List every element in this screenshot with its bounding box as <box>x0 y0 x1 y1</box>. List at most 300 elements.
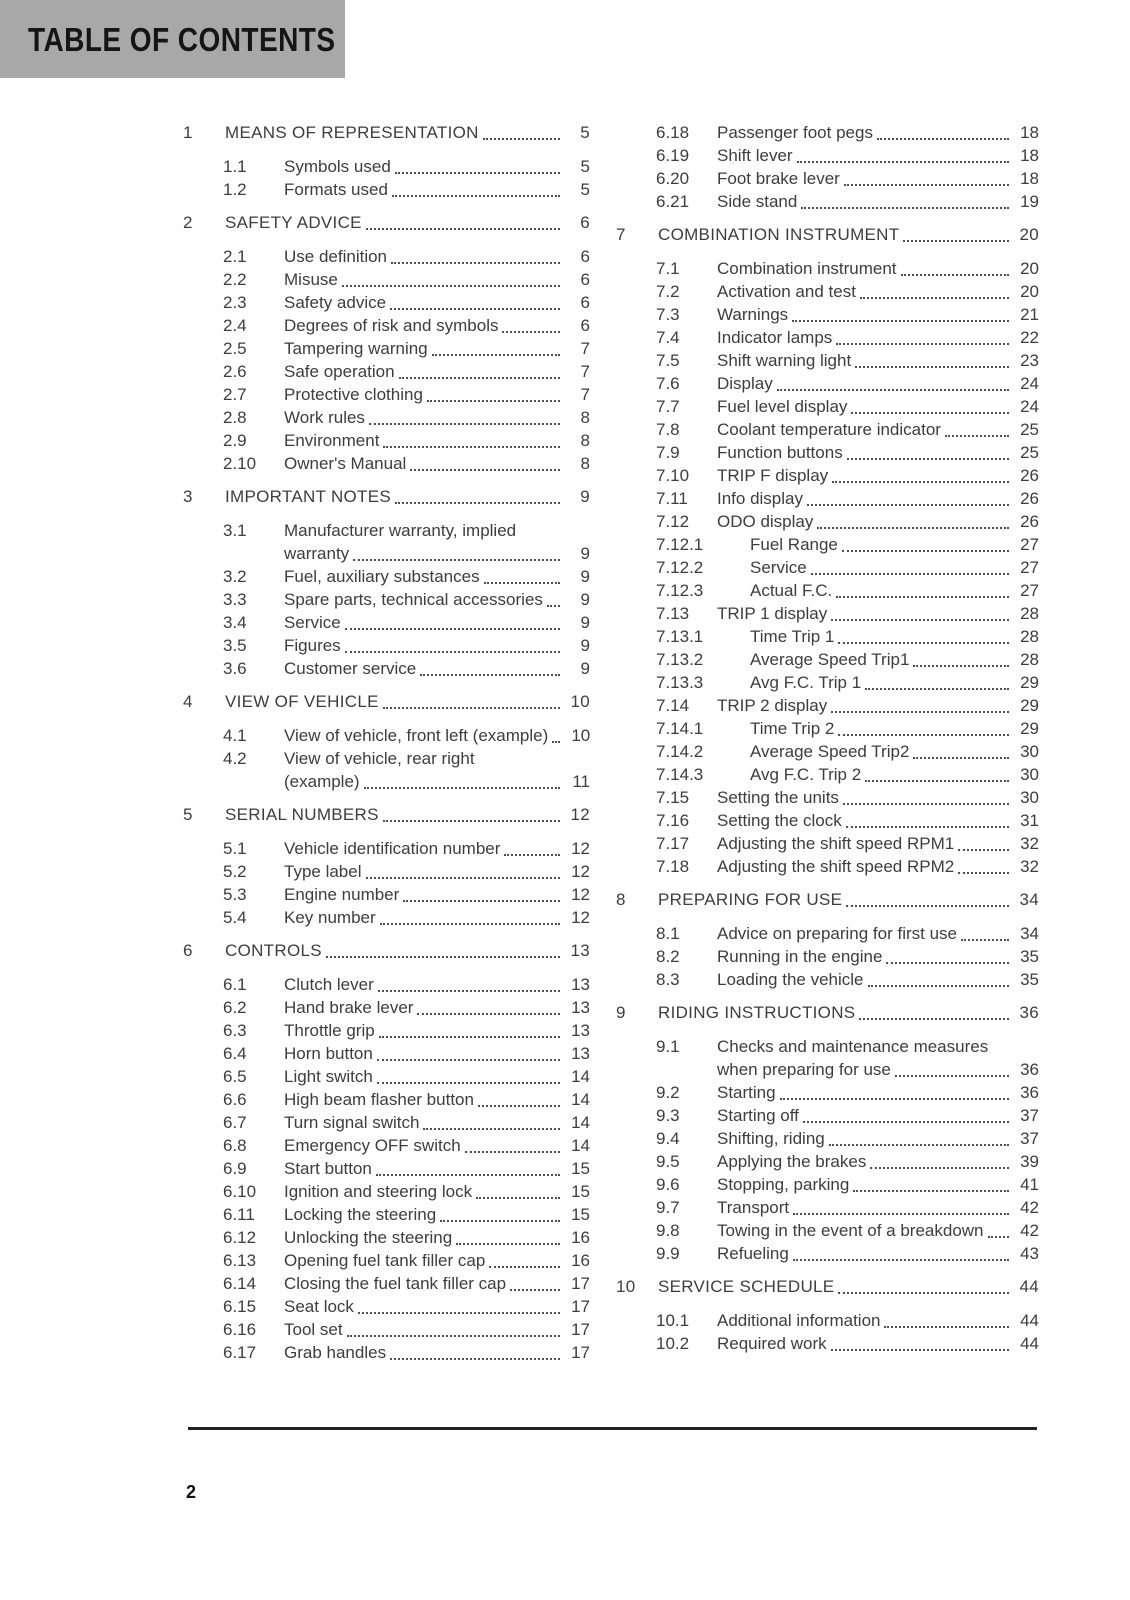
toc-entry-title: Info display <box>717 489 803 508</box>
toc-entry-title: Running in the engine <box>717 947 883 966</box>
toc-leader-dots <box>476 1197 560 1199</box>
toc-entry <box>616 968 1039 991</box>
toc-leader-dots <box>865 688 1009 690</box>
toc-entry-title: IMPORTANT NOTES <box>225 487 392 506</box>
toc-entry <box>183 634 590 657</box>
toc-entry-title: Unlocking the steering <box>284 1228 453 1247</box>
toc-leader-dots <box>390 1358 560 1360</box>
toc-entry-title: Use definition <box>284 247 388 266</box>
toc-right-column <box>616 121 1039 1364</box>
toc-leader-dots <box>846 826 1009 828</box>
toc-entry-title: Average Speed Trip1 <box>750 650 910 669</box>
toc-entry-title: Engine number <box>284 885 400 904</box>
toc-entry-number: 6.6 <box>223 1090 247 1109</box>
toc-entry-page: 39 <box>1020 1152 1039 1171</box>
toc-leader-dots <box>831 1349 1009 1351</box>
toc-leader-dots <box>988 1236 1009 1238</box>
toc-leader-dots <box>456 1243 560 1245</box>
toc-entry-number: 6.12 <box>223 1228 257 1247</box>
toc-entry-number: 7.4 <box>656 328 680 347</box>
toc-entry-page: 10 <box>570 692 590 711</box>
toc-entry-page: 18 <box>1020 169 1039 188</box>
toc-leader-dots <box>860 297 1009 299</box>
toc-leader-dots <box>838 642 1009 644</box>
toc-entry-number: 6.11 <box>223 1205 255 1224</box>
toc-leader-dots <box>846 905 1009 907</box>
toc-leader-dots <box>831 711 1009 713</box>
toc-entry-title: VIEW OF VEHICLE <box>225 692 379 711</box>
toc-entry <box>616 945 1039 968</box>
toc-entry-title: Setting the units <box>717 788 839 807</box>
toc-entry-title: Misuse <box>284 270 338 289</box>
toc-entry-title: Opening fuel tank filler cap <box>284 1251 486 1270</box>
toc-entry-title: Tampering warning <box>284 339 428 358</box>
toc-entry-page: 27 <box>1020 558 1039 577</box>
toc-entry-page: 17 <box>571 1320 590 1339</box>
toc-entry-page: 17 <box>571 1297 590 1316</box>
toc-entry-number: 6.17 <box>223 1343 257 1362</box>
toc-entry-number: 7.14 <box>656 696 690 715</box>
toc-entry-title: SAFETY ADVICE <box>225 213 362 232</box>
toc-leader-dots <box>958 849 1009 851</box>
toc-entry-continuation <box>616 1058 1039 1081</box>
toc-entry-title: Service <box>750 558 807 577</box>
toc-entry <box>616 223 1039 246</box>
toc-entry-page: 17 <box>571 1343 590 1362</box>
toc-entry-page: 9 <box>580 590 590 609</box>
toc-entry-number: 2.10 <box>223 454 257 473</box>
toc-entry-page: 7 <box>580 339 590 358</box>
toc-entry-number: 6.10 <box>223 1182 257 1201</box>
toc-entry <box>616 602 1039 625</box>
toc-leader-dots <box>347 1335 560 1337</box>
toc-entry-title: Shifting, riding <box>717 1129 825 1148</box>
toc-entry <box>183 1295 590 1318</box>
toc-entry-number: 2.2 <box>223 270 247 289</box>
toc-entry-number: 2.6 <box>223 362 247 381</box>
toc-entry-number: 6.2 <box>223 998 247 1017</box>
toc-entry-page: 34 <box>1020 924 1039 943</box>
toc-entry-page: 9 <box>580 567 590 586</box>
toc-entry <box>183 1341 590 1364</box>
toc-entry-number: 8.3 <box>656 970 680 989</box>
toc-entry-number: 1.2 <box>223 180 247 199</box>
toc-entry-page: 15 <box>571 1205 590 1224</box>
page-title: TABLE OF CONTENTS <box>28 21 336 58</box>
toc-leader-dots <box>326 956 560 958</box>
toc-entry-number: 9.7 <box>656 1198 680 1217</box>
toc-entry-number: 5.4 <box>223 908 247 927</box>
toc-entry-page: 28 <box>1020 650 1039 669</box>
toc-entry-page: 20 <box>1020 259 1039 278</box>
toc-entry-title: Coolant temperature indicator <box>717 420 941 439</box>
toc-entry <box>616 1275 1039 1298</box>
toc-entry <box>616 717 1039 740</box>
toc-leader-dots <box>797 161 1009 163</box>
toc-entry <box>183 803 590 826</box>
toc-entry-page: 15 <box>571 1182 590 1201</box>
toc-leader-dots <box>831 619 1009 621</box>
toc-entry-page: 5 <box>580 180 590 199</box>
toc-entry-number: 7.1 <box>656 259 680 278</box>
toc-entry <box>183 291 590 314</box>
toc-entry-page: 37 <box>1020 1129 1039 1148</box>
toc-entry-number <box>223 542 284 565</box>
toc-entry <box>616 418 1039 441</box>
toc-entry <box>616 579 1039 602</box>
toc-entry-title: Required work <box>717 1334 827 1353</box>
toc-entry-number: 6.18 <box>656 123 690 142</box>
toc-entry-number: 2.7 <box>223 385 247 404</box>
toc-leader-dots <box>853 1190 1009 1192</box>
toc-entry-page: 36 <box>1019 1003 1039 1022</box>
toc-entry <box>616 280 1039 303</box>
toc-entry <box>616 786 1039 809</box>
toc-entry-number: 9.8 <box>656 1221 680 1240</box>
toc-entry <box>183 1042 590 1065</box>
toc-entry-page: 15 <box>571 1159 590 1178</box>
toc-entry <box>616 1309 1039 1332</box>
toc-entry-title: Ignition and steering lock <box>284 1182 473 1201</box>
toc-leader-dots <box>432 354 560 356</box>
toc-leader-dots <box>847 458 1009 460</box>
toc-entry-page: 17 <box>571 1274 590 1293</box>
toc-entry-page: 13 <box>571 975 590 994</box>
toc-leader-dots <box>376 1174 560 1176</box>
toc-leader-dots <box>844 184 1009 186</box>
toc-entry-number: 2.4 <box>223 316 247 335</box>
toc-entry-title: Grab handles <box>284 1343 387 1362</box>
toc-entry-page: 13 <box>571 1021 590 1040</box>
toc-entry-number: 6.5 <box>223 1067 247 1086</box>
toc-entry-number: 7.14.3 <box>656 765 704 784</box>
toc-entry-page: 9 <box>580 544 590 563</box>
toc-entry-page: 26 <box>1020 466 1039 485</box>
toc-entry-page: 26 <box>1020 489 1039 508</box>
toc-entry-number <box>656 1058 717 1081</box>
toc-leader-dots <box>958 872 1009 874</box>
toc-entry-number: 6.15 <box>223 1297 257 1316</box>
toc-entry <box>183 1272 590 1295</box>
toc-entry <box>183 1134 590 1157</box>
toc-entry <box>183 519 590 542</box>
toc-entry-title: Activation and test <box>717 282 856 301</box>
toc-entry-title: Work rules <box>284 408 365 427</box>
toc-entry-number: 4 <box>183 692 193 711</box>
toc-entry-title: View of vehicle, front left (example) <box>284 726 549 745</box>
toc-leader-dots <box>417 1013 560 1015</box>
toc-entry-number: 3 <box>183 487 193 506</box>
toc-entry-number: 9.2 <box>656 1083 680 1102</box>
toc-entry-number: 9.6 <box>656 1175 680 1194</box>
toc-entry-title: ODO display <box>717 512 814 531</box>
toc-entry-page: 18 <box>1020 123 1039 142</box>
toc-leader-dots <box>552 741 560 743</box>
toc-entry <box>616 763 1039 786</box>
toc-entry <box>616 855 1039 878</box>
toc-entry-page: 16 <box>571 1251 590 1270</box>
toc-entry-title: Fuel Range <box>750 535 838 554</box>
toc-entry-page: 16 <box>571 1228 590 1247</box>
toc-entry-page: 27 <box>1020 581 1039 600</box>
toc-entry-title: Horn button <box>284 1044 373 1063</box>
toc-entry-page: 25 <box>1020 420 1039 439</box>
toc-entry-number: 7.17 <box>656 834 690 853</box>
toc-left-column <box>183 121 590 1364</box>
toc-entry-page: 31 <box>1020 811 1039 830</box>
toc-entry-number: 4.2 <box>223 749 247 768</box>
toc-entry-page: 37 <box>1020 1106 1039 1125</box>
toc-entry-page: 7 <box>580 362 590 381</box>
toc-entry-title: Closing the fuel tank filler cap <box>284 1274 507 1293</box>
toc-entry-title: MEANS OF REPRESENTATION <box>225 123 479 142</box>
toc-entry <box>183 883 590 906</box>
toc-entry <box>183 690 590 713</box>
toc-entry-title: Type label <box>284 862 362 881</box>
toc-entry-title: Vehicle identification number <box>284 839 501 858</box>
toc-entry-number: 7.3 <box>656 305 680 324</box>
toc-leader-dots <box>427 400 560 402</box>
toc-entry <box>183 1249 590 1272</box>
toc-leader-dots <box>832 481 1009 483</box>
toc-entry <box>183 747 590 770</box>
toc-entry <box>616 487 1039 510</box>
toc-entry-number: 9.1 <box>656 1037 680 1056</box>
toc-entry-page: 5 <box>580 123 590 142</box>
toc-entry <box>616 395 1039 418</box>
toc-entry-title: Checks and maintenance measures <box>717 1037 989 1056</box>
toc-entry <box>183 245 590 268</box>
toc-entry-number: 9 <box>616 1003 626 1022</box>
toc-entry <box>616 372 1039 395</box>
toc-entry-number: 7 <box>616 225 626 244</box>
toc-entry-number: 6 <box>183 941 193 960</box>
toc-entry-number: 7.14.2 <box>656 742 704 761</box>
toc-entry <box>616 1001 1039 1024</box>
toc-leader-dots <box>886 962 1009 964</box>
toc-entry-title: Customer service <box>284 659 417 678</box>
toc-entry-page: 12 <box>570 805 590 824</box>
toc-leader-dots <box>420 674 560 676</box>
toc-entry-title: Adjusting the shift speed RPM1 <box>717 834 955 853</box>
toc-leader-dots <box>440 1220 560 1222</box>
toc-entry-title: Towing in the event of a breakdown <box>717 1221 984 1240</box>
toc-entry-number: 6.4 <box>223 1044 247 1063</box>
toc-entry <box>616 1104 1039 1127</box>
toc-leader-dots <box>903 240 1009 242</box>
toc-entry-title: Loading the vehicle <box>717 970 864 989</box>
toc-entry-number: 7.2 <box>656 282 680 301</box>
toc-entry <box>616 1150 1039 1173</box>
toc-entry-number: 7.5 <box>656 351 680 370</box>
toc-entry-page: 6 <box>580 247 590 266</box>
toc-entry <box>616 441 1039 464</box>
toc-entry <box>183 337 590 360</box>
toc-entry-number: 6.3 <box>223 1021 247 1040</box>
toc-leader-dots <box>843 803 1009 805</box>
toc-entry-number: 3.3 <box>223 590 247 609</box>
toc-leader-dots <box>961 939 1009 941</box>
toc-entry-number: 7.13.2 <box>656 650 704 669</box>
toc-leader-dots <box>547 605 560 607</box>
toc-entry-page: 23 <box>1020 351 1039 370</box>
toc-entry-number: 6.13 <box>223 1251 257 1270</box>
toc-entry-title: Fuel, auxiliary substances <box>284 567 480 586</box>
toc-leader-dots <box>377 1059 560 1061</box>
toc-leader-dots <box>913 665 1009 667</box>
toc-leader-dots <box>838 734 1009 736</box>
toc-entry-number: 2.1 <box>223 247 247 266</box>
toc-entry <box>616 740 1039 763</box>
toc-leader-dots <box>489 1266 560 1268</box>
toc-entry-page: 29 <box>1020 673 1039 692</box>
toc-entry-number: 5.2 <box>223 862 247 881</box>
toc-entry-number: 7.12.2 <box>656 558 704 577</box>
toc-entry-page: 26 <box>1020 512 1039 531</box>
toc-entry-title: Clutch lever <box>284 975 374 994</box>
toc-entry-number: 7.12.1 <box>656 535 704 554</box>
toc-entry-number: 2.3 <box>223 293 247 312</box>
toc-entry-page: 6 <box>580 270 590 289</box>
toc-entry-title: Light switch <box>284 1067 373 1086</box>
toc-entry <box>183 939 590 962</box>
toc-leader-dots <box>403 900 560 902</box>
toc-entry-title: SERVICE SCHEDULE <box>658 1277 835 1296</box>
toc-entry-page: 32 <box>1020 857 1039 876</box>
toc-leader-dots <box>792 320 1009 322</box>
toc-leader-dots <box>838 1292 1009 1294</box>
toc-leader-dots <box>383 446 560 448</box>
toc-leader-dots <box>859 1018 1009 1020</box>
toc-leader-dots <box>877 138 1009 140</box>
toc-entry-title: TRIP F display <box>717 466 829 485</box>
toc-entry-title: PREPARING FOR USE <box>658 890 843 909</box>
toc-leader-dots <box>465 1151 560 1153</box>
toc-entry-title: Transport <box>717 1198 790 1217</box>
toc-entry-number: 6.20 <box>656 169 690 188</box>
toc-entry <box>616 121 1039 144</box>
toc-entry-title: Advice on preparing for first use <box>717 924 958 943</box>
toc-entry <box>616 1035 1039 1058</box>
toc-entry-title: Throttle grip <box>284 1021 375 1040</box>
toc-entry-number: 4.1 <box>223 726 247 745</box>
toc-entry <box>183 565 590 588</box>
toc-entry-number: 6.9 <box>223 1159 247 1178</box>
toc-entry-title: Combination instrument <box>717 259 897 278</box>
toc-entry-page: 9 <box>580 636 590 655</box>
toc-entry-page: 10 <box>571 726 591 745</box>
toc-entry-title: Shift warning light <box>717 351 852 370</box>
toc-entry <box>183 485 590 508</box>
toc-entry-page: 28 <box>1020 604 1039 623</box>
toc-entry-title: warranty <box>284 544 350 563</box>
toc-entry-page: 20 <box>1019 225 1039 244</box>
toc-entry-title: Environment <box>284 431 380 450</box>
toc-entry <box>616 832 1039 855</box>
toc-entry-title: Emergency OFF switch <box>284 1136 461 1155</box>
toc-entry <box>616 671 1039 694</box>
toc-entry-number: 6.1 <box>223 975 247 994</box>
toc-entry <box>183 996 590 1019</box>
toc-entry-number: 10 <box>616 1277 636 1296</box>
toc-leader-dots <box>870 1167 1009 1169</box>
toc-entry-number: 10.1 <box>656 1311 690 1330</box>
toc-entry <box>183 1203 590 1226</box>
toc-leader-dots <box>793 1259 1009 1261</box>
toc-entry-number: 7.12.3 <box>656 581 704 600</box>
toc-entry <box>183 211 590 234</box>
toc-entry-page: 32 <box>1020 834 1039 853</box>
toc-entry <box>183 860 590 883</box>
toc-entry <box>183 1157 590 1180</box>
toc-entry-number: 9.5 <box>656 1152 680 1171</box>
toc-entry-number: 6.14 <box>223 1274 257 1293</box>
toc-entry-title: Time Trip 2 <box>750 719 835 738</box>
toc-leader-dots <box>484 582 560 584</box>
toc-entry-page: 29 <box>1020 696 1039 715</box>
toc-entry <box>183 360 590 383</box>
toc-entry-page: 12 <box>571 839 590 858</box>
toc-entry-title: Service <box>284 613 341 632</box>
toc-leader-dots <box>780 1098 1009 1100</box>
toc-entry-page: 36 <box>1020 1083 1039 1102</box>
toc-entry-page: 21 <box>1020 305 1039 324</box>
toc-entry-title: Foot brake lever <box>717 169 840 188</box>
toc-entry-title: Actual F.C. <box>750 581 833 600</box>
toc-leader-dots <box>410 469 560 471</box>
toc-entry <box>616 1196 1039 1219</box>
toc-entry <box>183 314 590 337</box>
toc-entry-number: 7.9 <box>656 443 680 462</box>
toc-leader-dots <box>865 780 1009 782</box>
toc-entry-title: Formats used <box>284 180 388 199</box>
toc-entry-title: Tool set <box>284 1320 343 1339</box>
toc-entry <box>616 1332 1039 1355</box>
toc-entry-number: 3.2 <box>223 567 247 586</box>
toc-entry-page: 36 <box>1020 1060 1039 1079</box>
toc-leader-dots <box>358 1312 560 1314</box>
toc-entry-number <box>223 770 284 793</box>
toc-entry <box>183 611 590 634</box>
toc-leader-dots <box>353 559 560 561</box>
toc-entry <box>183 588 590 611</box>
toc-entry-number: 2.5 <box>223 339 247 358</box>
toc-entry-title: Avg F.C. Trip 1 <box>750 673 862 692</box>
toc-entry <box>183 1226 590 1249</box>
toc-entry-number: 7.12 <box>656 512 690 531</box>
toc-entry-number: 3.1 <box>223 521 247 540</box>
toc-entry-page: 41 <box>1020 1175 1039 1194</box>
toc-entry-continuation <box>183 542 590 565</box>
toc-entry <box>616 1127 1039 1150</box>
toc-leader-dots <box>380 923 560 925</box>
toc-entry-number: 7.18 <box>656 857 690 876</box>
toc-entry <box>616 510 1039 533</box>
toc-leader-dots <box>807 504 1009 506</box>
toc-entry-title: Average Speed Trip2 <box>750 742 910 761</box>
toc-entry-number: 7.6 <box>656 374 680 393</box>
toc-entry-page: 14 <box>571 1067 590 1086</box>
toc-entry-title: Locking the steering <box>284 1205 437 1224</box>
toc-entry-title: Indicator lamps <box>717 328 833 347</box>
toc-entry-title: TRIP 1 display <box>717 604 828 623</box>
toc-entry <box>616 648 1039 671</box>
toc-entry <box>616 464 1039 487</box>
toc-entry-page: 13 <box>571 1044 590 1063</box>
toc-entry-number: 7.15 <box>656 788 690 807</box>
toc-entry-page: 42 <box>1020 1221 1039 1240</box>
toc-entry-title: Figures <box>284 636 341 655</box>
